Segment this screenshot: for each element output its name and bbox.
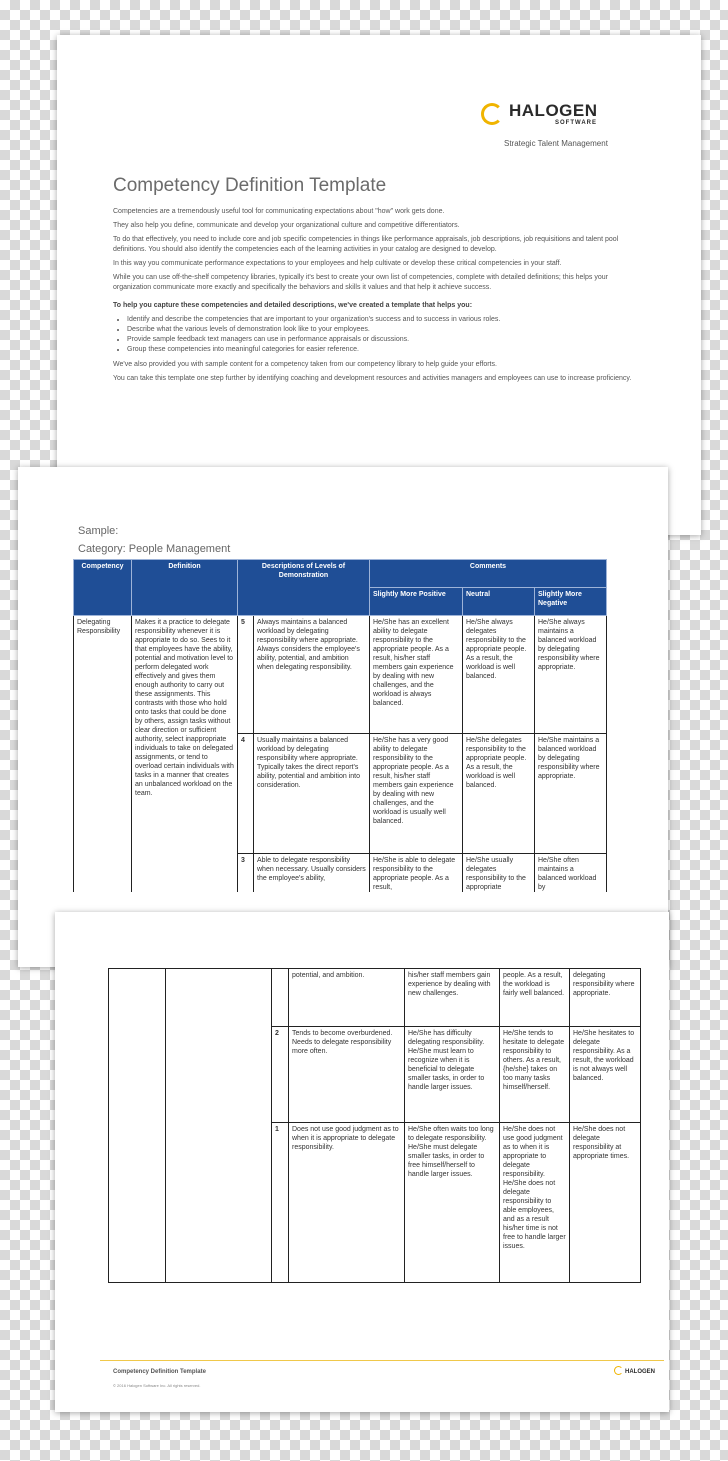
level-number: [272, 969, 289, 1027]
lead-text: To help you capture these competencies and detailed descriptions, we've created a template that helps you:: [113, 302, 473, 309]
document-title: Competency Definition Template: [113, 175, 387, 196]
level-number: 4: [238, 734, 254, 854]
competency-definition: Makes it a practice to delegate responsibility whenever it is appropriate to do so. Sees to it that employees have the ability, potential and motivation level to perform delegated work effectively and gives them enough authority to carry out these assignments. This contrasts with those who hold onto tasks that could be done by others, assign tasks without clear direction or sufficient authority, select inappropriate individuals to take on delegated assignments, or tend to overload certain individuals with tasks in a manner that creates an unbalanced workload on the team.: [132, 616, 238, 893]
sample-page: [18, 467, 668, 967]
level-description: Always maintains a balanced workload by delegating responsibility where appropriate. Always considers the employee's ability, potential, and ambition when delegating responsibility.: [254, 616, 370, 734]
competency-definition-empty: [166, 969, 272, 1283]
logo-tagline: Strategic Talent Management: [504, 139, 608, 148]
logo-sub: SOFTWARE: [555, 120, 597, 126]
header-more-positive: Slightly More Positive: [370, 588, 463, 616]
level-description: potential, and ambition.: [289, 969, 405, 1027]
level-description: Usually maintains a balanced workload by delegating responsibility where appropriate. Typically takes the direct report's ability, potential and ambition into consideration.: [254, 734, 370, 854]
header-levels: Descriptions of Levels of Demonstration: [238, 560, 370, 616]
comment-negative: He/She does not delegate responsibility at appropriate times.: [570, 1123, 641, 1283]
table-row: [74, 616, 607, 734]
header-comments: Comments: [370, 560, 607, 588]
competency-table: [73, 559, 607, 892]
paragraph: You can take this template one step further by identifying coaching and development resources and activities managers and employees can use to increase proficiency.: [113, 375, 632, 382]
comment-positive: He/She has a very good ability to delegate responsibility to the appropriate people. As a result, his/her staff members gain experience by dealing with new challenges, and the workload is usually well balanced.: [370, 734, 463, 854]
competency-name: Delegating Responsibility: [74, 616, 132, 893]
category-label: Category: People Management: [78, 543, 231, 555]
bullet-item: • Identify and describe the competencies that are important to your organization's success and to success in various roles.: [127, 315, 643, 325]
level-description: Able to delegate responsibility when necessary. Usually considers the employee's ability,: [254, 854, 370, 893]
comment-positive: his/her staff members gain experience by dealing with new challenges.: [405, 969, 500, 1027]
header-definition: Definition: [132, 560, 238, 616]
comment-negative: delegating responsibility where appropriate.: [570, 969, 641, 1027]
bullet-item: • Provide sample feedback text managers can use in performance appraisals or discussions.: [127, 335, 643, 345]
footer-copyright: © 2016 Halogen Software Inc. All rights reserved.: [113, 1383, 201, 1388]
comment-negative: He/She often maintains a balanced workload by: [535, 854, 607, 893]
header-more-negative: Slightly More Negative: [535, 588, 607, 616]
comment-positive: He/She has an excellent ability to delegate responsibility to the appropriate people. As a result, his/her staff members gain experience by dealing with new challenges, and the workload is always balanced.: [370, 616, 463, 734]
level-description: Tends to become overburdened. Needs to delegate responsibility more often.: [289, 1027, 405, 1123]
paragraph: In this way you communicate performance expectations to your employees and help cultivate or develop these critical competencies in your staff.: [113, 260, 562, 267]
paragraph: We've also provided you with sample content for a competency taken from our competency library to help guide your efforts.: [113, 361, 497, 368]
footer-logo-text: HALOGEN: [625, 1369, 655, 1375]
comment-neutral: He/She usually delegates responsibility to the appropriate: [463, 854, 535, 893]
comment-positive: He/She is able to delegate responsibility to the appropriate people. As a result,: [370, 854, 463, 893]
intro-body: [113, 207, 643, 388]
level-number: 1: [272, 1123, 289, 1283]
comment-negative: He/She maintains a balanced workload by delegating responsibility where appropriate.: [535, 734, 607, 854]
paragraph: Competencies are a tremendously useful tool for communicating expectations about "how" work gets done.: [113, 208, 445, 215]
comment-negative: He/She always maintains a balanced workload by delegating responsibility where appropriate.: [535, 616, 607, 734]
bullet-item: • Group these competencies into meaningful categories for easier reference.: [127, 345, 643, 355]
level-number: 3: [238, 854, 254, 893]
comment-neutral: people. As a result, the workload is fairly well balanced.: [500, 969, 570, 1027]
comment-neutral: He/She tends to hesitate to delegate responsibility to others. As a result, {he/she} takes on too many tasks himself/herself.: [500, 1027, 570, 1123]
logo-name: HALOGEN: [509, 101, 598, 120]
halogen-logo: [477, 101, 637, 151]
competency-name-empty: [109, 969, 166, 1283]
continuation-page: [55, 912, 669, 1412]
intro-page: [57, 35, 701, 535]
comment-neutral: He/She delegates responsibility to the appropriate people. As a result, the workload is well balanced.: [463, 734, 535, 854]
table-row: [109, 969, 641, 1027]
header-neutral: Neutral: [463, 588, 535, 616]
competency-table-continued: [108, 968, 641, 1283]
level-number: 2: [272, 1027, 289, 1123]
paragraph: While you can use off-the-shelf competency libraries, typically it's best to create your own list of competencies, complete with detailed definitions; this helps your organization communicate more exactly and specifically the behaviors and skills it values and that help it achieve success.: [113, 274, 608, 291]
halogen-ring-icon: [614, 1366, 623, 1375]
level-description: Does not use good judgment as to when it is appropriate to delegate responsibility.: [289, 1123, 405, 1283]
paragraph: To do that effectively, you need to include core and job specific competencies in things like performance appraisals, job descriptions, job requisitions and talent pool definitions. You should also identify the competencies each of the learning activities in your catalog are designed to develop.: [113, 236, 619, 253]
halogen-ring-icon: [481, 103, 503, 125]
footer-logo: [614, 1366, 655, 1375]
bullet-item: • Describe what the various levels of demonstration look like to your employees.: [127, 325, 643, 335]
footer-title: Competency Definition Template: [113, 1369, 206, 1375]
comment-positive: He/She often waits too long to delegate responsibility. He/She must delegate smaller tasks, in order to free himself/herself to handle larger issues.: [405, 1123, 500, 1283]
header-competency: Competency: [74, 560, 132, 616]
footer-divider: [100, 1360, 664, 1361]
bullet-list: [127, 315, 643, 355]
paragraph: They also help you define, communicate and develop your organizational culture and competitive differentiators.: [113, 222, 460, 229]
sample-label: Sample:: [78, 525, 119, 537]
comment-neutral: He/She does not use good judgment as to when it is appropriate to delegate responsibility. He/She does not delegate responsibility to able employees, and as a result his/her time is not free to handle larger issues.: [500, 1123, 570, 1283]
level-number: 5: [238, 616, 254, 734]
comment-negative: He/She hesitates to delegate responsibility. As a result, the workload is not always well balanced.: [570, 1027, 641, 1123]
comment-positive: He/She has difficulty delegating responsibility. He/She must learn to recognize when it is beneficial to delegate smaller tasks, in order to handle larger issues.: [405, 1027, 500, 1123]
comment-neutral: He/She always delegates responsibility to the appropriate people. As a result, the workload is well balanced.: [463, 616, 535, 734]
